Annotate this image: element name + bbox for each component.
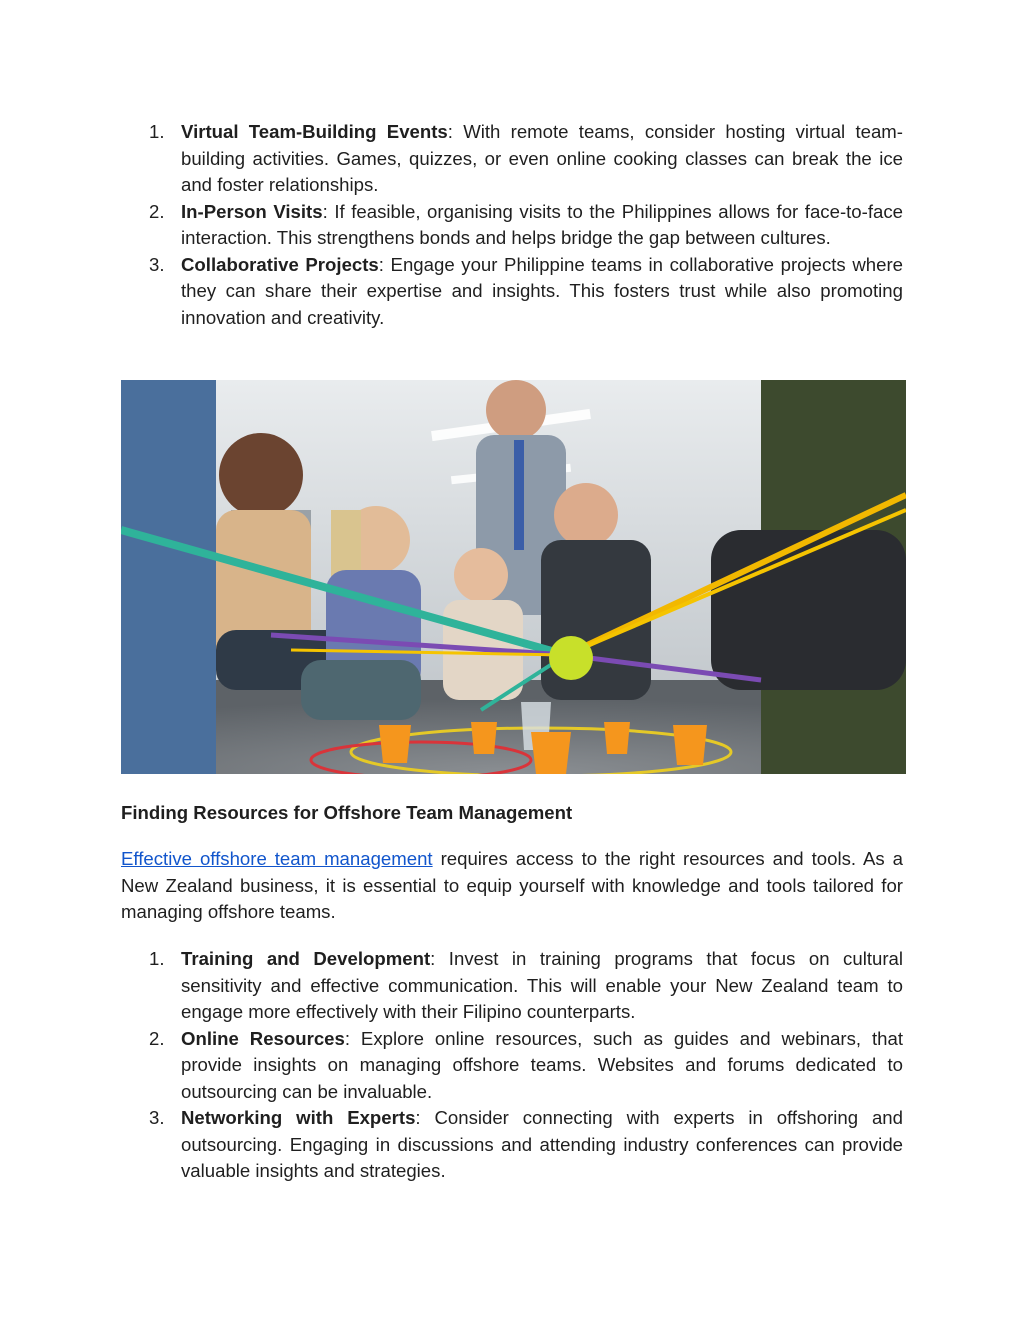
- list-item-text: : Engage your Philippine teams in collaborative projects where they can share their expertise and insights. This fosters trust while also promoting innovation and creativity.: [181, 253, 903, 328]
- list-item-title: In-Person Visits: [181, 200, 323, 222]
- intro-text: requires access to the right resources and tools. As a New Zealand business, it is essential to equip yourself with knowledge and tools tailored for managing offshore teams.: [121, 848, 903, 922]
- list-item: [121, 946, 903, 1026]
- list-item: [121, 1105, 903, 1185]
- list-item-title: Collaborative Projects: [181, 253, 379, 275]
- list-item: [121, 1026, 903, 1106]
- list-number: 2.: [149, 200, 165, 222]
- list-item-text: : If feasible, organising visits to the Philippines allows for face-to-face interaction. This strengthens bonds and helps bridge the gap between cultures.: [181, 200, 903, 248]
- list-item: [121, 119, 903, 199]
- team-building-list: [121, 119, 903, 331]
- list-item-title: Online Resources: [181, 1027, 345, 1049]
- list-number: 1.: [149, 948, 165, 969]
- section-heading: Finding Resources for Offshore Team Management: [121, 802, 573, 823]
- list-item: [121, 199, 903, 252]
- list-item-text: : Explore online resources, such as guides and webinars, that provide insights on managing offshore teams. Websites and forums dedicated to outsourcing can be invaluable.: [181, 1027, 904, 1102]
- list-number: 3.: [149, 1107, 165, 1128]
- ball: [549, 636, 593, 680]
- offshore-management-link[interactable]: Effective offshore team management: [121, 848, 433, 869]
- list-item-title: Training and Development: [181, 948, 431, 969]
- list-item: [121, 252, 903, 332]
- resources-list: [121, 946, 903, 1185]
- list-number: 2.: [149, 1027, 165, 1049]
- list-item-title: Networking with Experts: [181, 1107, 416, 1128]
- team-building-photo: [121, 380, 906, 774]
- list-item-text: : Consider connecting with experts in offshoring and outsourcing. Engaging in discussions and attending industry conferences can provide valuable insights and strategies.: [181, 1107, 903, 1181]
- list-item-title: Virtual Team-Building Events: [181, 121, 448, 142]
- intro-paragraph: [121, 846, 903, 926]
- list-number: 1.: [149, 121, 165, 142]
- list-item-text: : With remote teams, consider hosting virtual team-building activities. Games, quizzes, or even online cooking classes can break the ice and foster relationships.: [181, 121, 903, 195]
- list-number: 3.: [149, 253, 165, 275]
- list-item-text: : Invest in training programs that focus on cultural sensitivity and effective communication. This will enable your New Zealand team to engage more effectively with their Filipino counterparts.: [181, 948, 903, 1022]
